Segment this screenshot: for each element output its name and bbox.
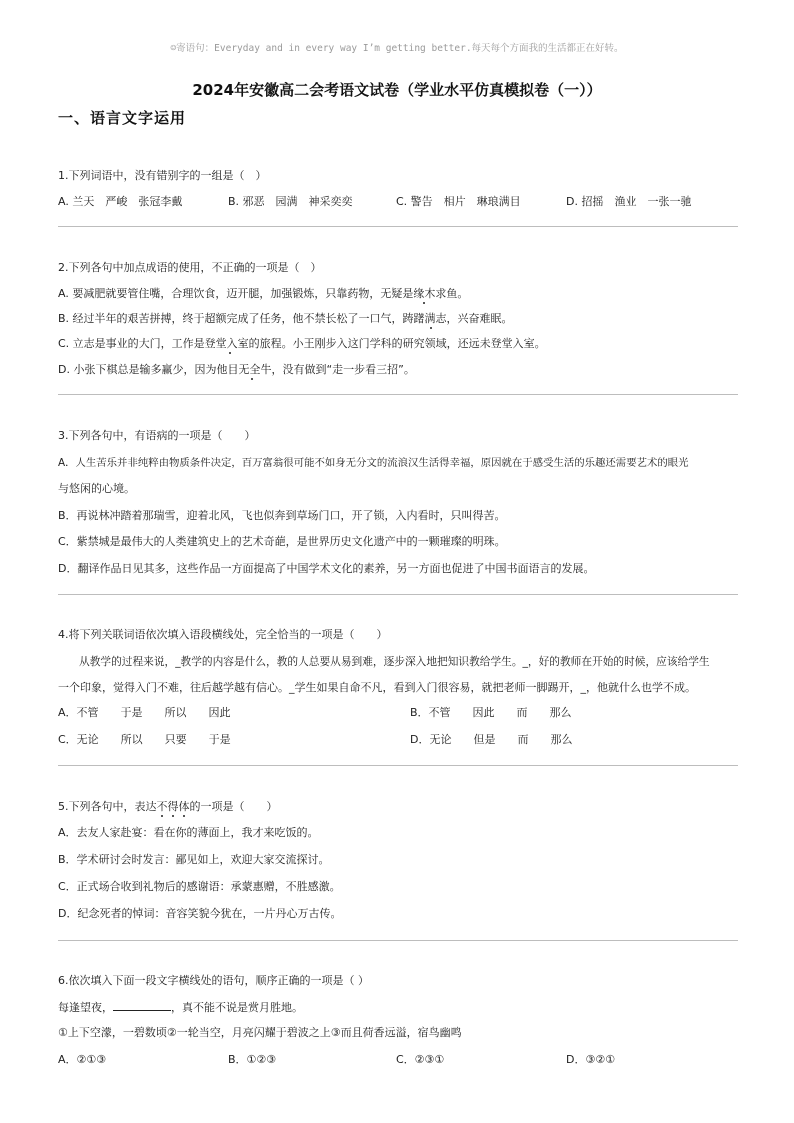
question-4-option-d: D．无论 但是 而 那么 <box>410 733 573 746</box>
question-6-option-b: B．①②③ <box>228 1053 277 1066</box>
question-2-option-b: B. 经过半年的艰苦拼搏，终于超额完成了任务，他不禁长松了一口气，踌躇满志，兴奋难眠。 <box>58 312 513 325</box>
sentence-start: 每逢望夜， <box>58 1001 113 1014</box>
question-3-option-a-cont: 与悠闲的心境。 <box>58 482 135 495</box>
question-5-option-b: B．学术研讨会时发言：鄙见如上，欢迎大家交流探讨。 <box>58 853 330 866</box>
question-3-option-a: A．人生苦乐并非纯粹由物质条件决定，百万富翁很可能不如身无分文的流浪汉生活得幸福，原因就在于感受生活的乐趣还需要艺术的眼光 <box>58 457 689 469</box>
emphasis-dot <box>423 302 425 304</box>
fill-blank <box>113 1000 171 1011</box>
question-5-stem: 5.下列各句中，表达不得体的一项是（ ） <box>58 800 278 813</box>
question-2-option-a: A. 要减肥就要管住嘴，合理饮食，迈开腿，加强锻炼，只靠药物，无疑是缘木求鱼。 <box>58 287 469 300</box>
question-1-option-b: B. 邪恶 园满 神采奕奕 <box>228 195 353 208</box>
question-4-option-c: C．无论 所以 只要 于是 <box>58 733 231 746</box>
question-4-stem: 4.将下列关联词语依次填入语段横线处，完全恰当的一项是（ ） <box>58 628 388 641</box>
question-divider <box>58 594 738 595</box>
question-4-passage: 从教学的过程来说，_教学的内容是什么，教的人总要从易到难，逐步深入地把知识教给学生。_，好的教师在开始的时候，应该给学生 <box>79 655 710 668</box>
question-5-option-c: C．正式场合收到礼物后的感谢语：承蒙惠赠，不胜感激。 <box>58 880 341 893</box>
question-5-option-a: A．去友人家赴宴：看在你的薄面上，我才来吃饭的。 <box>58 826 319 839</box>
question-2-option-d: D. 小张下棋总是输多赢少，因为他目无全牛，没有做到“走一步看三招”。 <box>58 363 415 376</box>
header-motto: ☺寄语句：Everyday and in every way I’m getting better.每天每个方面我的生活都正在好转。 <box>170 43 624 54</box>
question-4-option-a: A．不管 于是 所以 因此 <box>58 706 231 719</box>
question-1-option-d: D. 招摇 渔业 一张一驰 <box>566 195 692 208</box>
question-3-option-b: B．再说林冲踏着那瑞雪，迎着北风，飞也似奔到草场门口，开了锁，入内看时，只叫得苦。 <box>58 509 506 522</box>
page-title: 2024年安徽高二会考语文试卷（学业水平仿真模拟卷（一）） <box>192 81 602 99</box>
question-divider <box>58 226 738 227</box>
question-6-option-c: C．②③① <box>396 1053 445 1066</box>
sentence-end: ，真不能不说是赏月胜地。 <box>171 1001 303 1014</box>
emphasis-dot <box>161 815 163 817</box>
question-3-option-c: C．紫禁城是最伟大的人类建筑史上的艺术奇葩，是世界历史文化遗产中的一颗璀璨的明珠。 <box>58 535 506 548</box>
emphasis-dot <box>430 327 432 329</box>
section-heading: 一、语言文字运用 <box>58 109 187 127</box>
question-1-stem: 1.下列词语中，没有错别字的一组是（ ） <box>58 169 267 182</box>
question-6-option-a: A．②①③ <box>58 1053 107 1066</box>
question-5-option-d: D．纪念死者的悼词：音容笑貌今犹在，一片丹心万古传。 <box>58 907 342 920</box>
question-6-stem: 6.依次填入下面一段文字横线处的语句，顺序正确的一项是（ ） <box>58 974 369 987</box>
emphasis-dot <box>229 352 231 354</box>
question-3-stem: 3.下列各句中，有语病的一项是（ ） <box>58 429 256 442</box>
question-2-option-c: C. 立志是事业的大门，工作是登堂入室的旅程。小王刚步入这门学科的研究领域，还远未登堂入室。 <box>58 337 546 350</box>
question-6-phrases: ①上下空濛，一碧数顷②一轮当空，月亮闪耀于碧波之上③而且荷香远溢，宿鸟幽鸣 <box>58 1026 462 1039</box>
question-4-option-b: B．不管 因此 而 那么 <box>410 706 572 719</box>
question-6-sentence <box>58 1000 303 1015</box>
question-divider <box>58 394 738 395</box>
emphasis-dot <box>251 378 253 380</box>
question-divider <box>58 765 738 766</box>
emphasis-dot <box>183 815 185 817</box>
question-2-stem: 2.下列各句中加点成语的使用，不正确的一项是（ ） <box>58 261 322 274</box>
question-divider <box>58 940 738 941</box>
question-6-option-d: D．③②① <box>566 1053 616 1066</box>
question-3-option-d: D．翻译作品日见其多，这些作品一方面提高了中国学术文化的素养，另一方面也促进了中国书面语言的发展。 <box>58 562 595 575</box>
question-1-option-a: A. 兰天 严峻 张冠李戴 <box>58 195 183 208</box>
question-4-passage-cont: 一个印象，觉得入门不难，往后越学越有信心。_学生如果自命不凡，看到入门很容易，就把老师一脚踢开，_，他就什么也学不成。 <box>58 681 696 694</box>
question-1-option-c: C. 警告 相片 琳琅满目 <box>396 195 521 208</box>
emphasis-dot <box>172 815 174 817</box>
